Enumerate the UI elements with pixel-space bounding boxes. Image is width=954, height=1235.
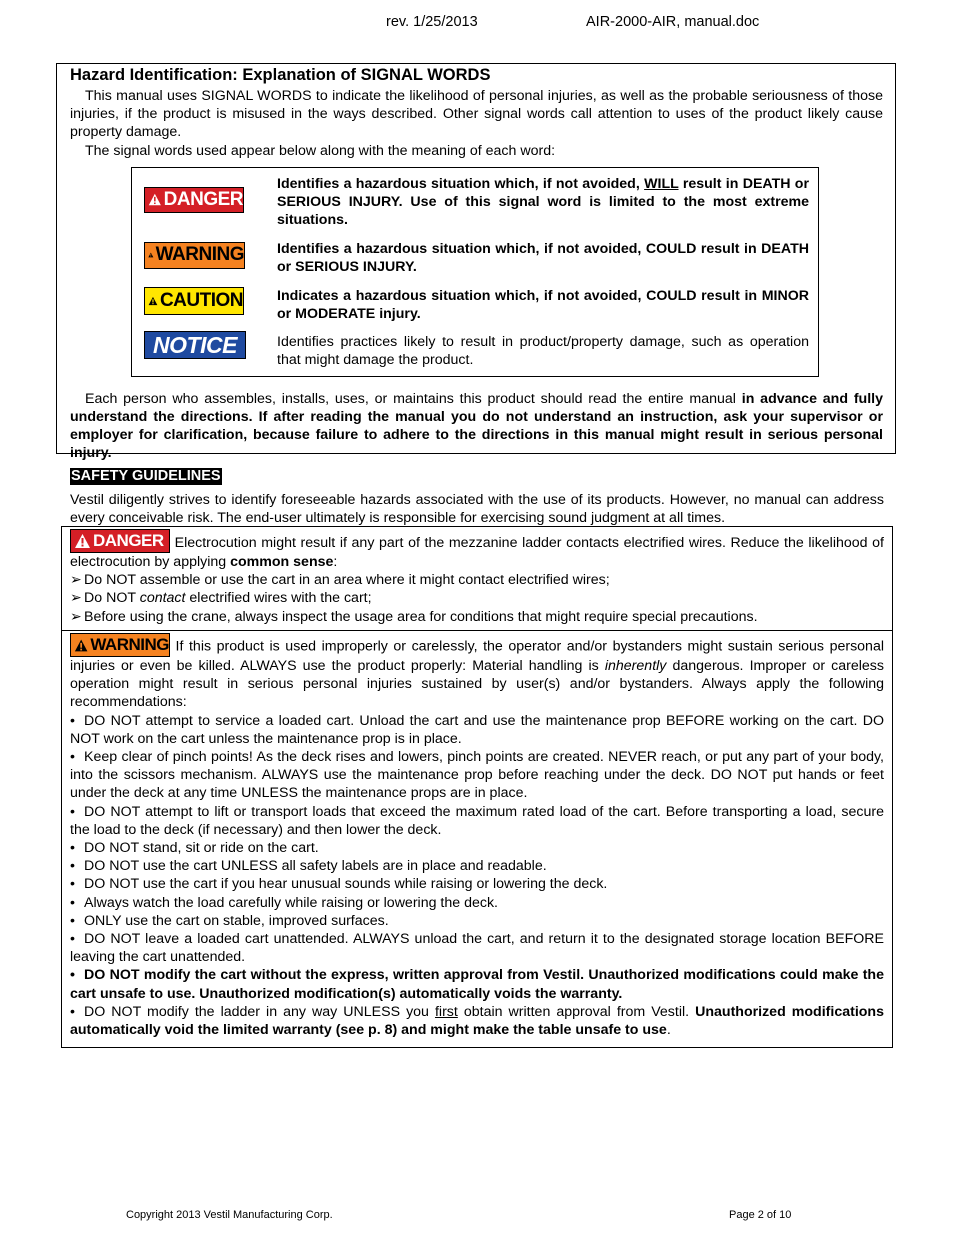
warning-bullet: • Keep clear of pinch points! As the deck rises and lowers, pinch points are created. NEVER reach, or put any part of your body, into the scissors mechanism. ALWAYS use the maintenance prop before reaching under the deck. DO NOT put hands or feet under the deck at any time UNLESS the maintenance props are in place. [70,749,884,802]
notice-label: NOTICE [144,331,246,359]
danger-item: ➢ Do NOT contact electrified wires with the cart; [70,590,372,607]
bullet-dot-icon: • [70,912,75,929]
bullet-dot-icon: • [70,894,75,911]
danger-paragraph: DANGER Electrocution might result if any part of the mezzanine ladder contacts electrified wires. Reduce the likelihood of electrocution by applying common sense: [70,530,884,570]
bullet-dot-icon: • [70,858,75,875]
danger-cell [62,527,892,631]
alert-triangle-icon [74,638,88,653]
document-name: AIR-2000-AIR, manual.doc [586,14,760,30]
warning-bullet: • DO NOT leave a loaded cart unattended. ALWAYS unload the cart, and return it to the designated storage location BEFORE leaving the cart unattended. [70,931,884,966]
danger-item: ➢ Do NOT assemble or use the cart in an area where it might contact electrified wires; [70,572,610,589]
caution-label: CAUTION [144,287,244,315]
bullet-dot-icon: • [70,840,75,857]
warning-bullet: • DO NOT attempt to lift or transport loads that exceed the maximum rated load of the cart. Before transporting a load, secure the load to the deck (if necessary) and then lower the deck. [70,803,884,838]
caution-description: Indicates a hazardous situation which, if not avoided, COULD result in MINOR or MODERATE injury. [277,287,809,323]
hazard-identification-box [56,63,896,462]
alert-triangle-icon [148,247,154,263]
danger-description: Identifies a hazardous situation which, if not avoided, WILL result in DEATH or SERIOUS INJURY. Use of this signal word is limited to the most extreme situations. [277,175,809,229]
bullet-dot-icon: • [70,749,75,766]
alert-triangle-icon [148,293,158,309]
safety-intro: Vestil diligently strives to identify foreseeable hazards associated with the use of its products. However, no manual can address every conceivable risk. The end-user ultimately is responsible for exercising sound judgment at all times. [70,492,884,527]
danger-item: ➢ Before using the crane, always inspect the usage area for conditions that might require special precautions. [70,608,758,625]
notice-description: Identifies practices likely to result in product/property damage, such as operation that might damage the product. [277,333,809,369]
warning-bullet: • Always watch the load carefully while raising or lowering the deck. [70,894,499,911]
bullet-dot-icon: • [70,803,75,820]
warning-bullet: • DO NOT use the cart if you hear unusual sounds while raising or lowering the deck. [70,876,608,893]
warning-bullet: • ONLY use the cart on stable, improved surfaces. [70,912,389,929]
warning-bullet: • DO NOT stand, sit or ride on the cart. [70,840,319,857]
warning-bullet: • DO NOT use the cart UNLESS all safety labels are in place and readable. [70,858,547,875]
bullet-dot-icon: • [70,876,75,893]
signal-words-table [131,167,819,377]
warning-bullet-last: • DO NOT modify the ladder in any way UNLESS you first obtain written approval from Vestil. Unauthorized modifications automatically void the limited warranty (see p. 8) and might make the table unsafe to use. [70,1003,884,1039]
arrow-bullet-icon: ➢ [70,608,82,625]
hazard-intro: This manual uses SIGNAL WORDS to indicate the likelihood of personal injuries, as well as the probable seriousness of those injuries, if the product is misused in the ways described. Other signal words call attention to uses of the product likely cause property damage. [70,88,883,141]
hazard-closing: Each person who assembles, installs, uses, or maintains this product should read the entire manual in advance and fully understand the directions. If after reading the manual you do not understand an instruction, ask your supervisor or employer for clarification, because failure to adhere to the directions in this manual might result in serious personal injury. [70,390,883,462]
safety-guidelines-box [61,526,893,1048]
bullet-dot-icon: • [70,931,75,948]
warning-description: Identifies a hazardous situation which, if not avoided, COULD result in DEATH or SERIOUS INJURY. [277,240,809,276]
revision-date: rev. 1/25/2013 [386,14,478,30]
warning-bullet-bold: • DO NOT modify the cart without the express, written approval from Vestil. Unauthorized modifications could make the cart unsafe to use. Unauthorized modification(s) automatically voids the warranty. [70,967,884,1002]
hazard-title: Hazard Identification: Explanation of SIGNAL WORDS [70,66,491,84]
alert-triangle-icon [148,191,162,208]
arrow-bullet-icon: ➢ [70,572,82,589]
alert-triangle-icon [74,533,91,549]
safety-guidelines-heading: SAFETY GUIDELINES [71,468,221,484]
warning-label: WARNING [70,633,170,657]
footer-page-number: Page 2 of 10 [729,1209,792,1221]
bullet-dot-icon: • [70,712,75,729]
warning-cell [62,631,892,1039]
footer-copyright: Copyright 2013 Vestil Manufacturing Corp. [126,1209,333,1221]
danger-label: DANGER [144,187,244,213]
hazard-lead: The signal words used appear below along with the meaning of each word: [85,142,556,159]
bullet-dot-icon: • [70,967,75,984]
bullet-dot-icon: • [70,1003,75,1020]
danger-label: DANGER [70,529,170,553]
warning-bullet: • DO NOT attempt to service a loaded cart. Unload the cart and use the maintenance prop BEFORE working on the cart. DO NOT work on the cart unless the maintenance prop is in place. [70,712,884,747]
warning-label: WARNING [144,242,245,269]
warning-paragraph: WARNING If this product is used improperly or carelessly, the operator and/or bystanders might sustain serious personal injuries or even be killed. ALWAYS use the product properly: Material handling is inherently dangerous. Improper or careless operation might result in serious personal injuries sustained by user(s) and/or bystanders. Always apply the following recommendations: [70,634,884,711]
arrow-bullet-icon: ➢ [70,590,82,607]
